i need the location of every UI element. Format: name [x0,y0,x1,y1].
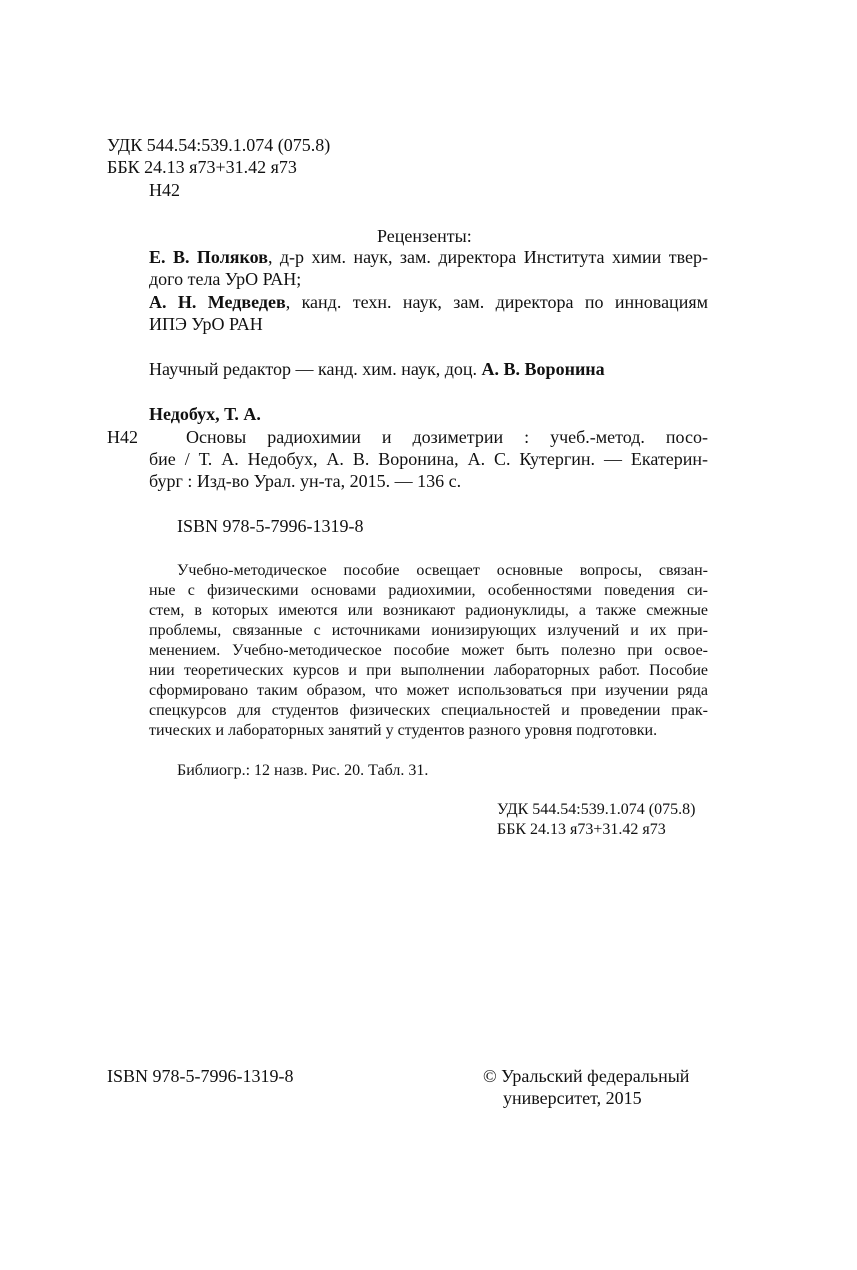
copyright-line-2: университет, 2015 [503,1088,642,1108]
bib-title-line-1: Основы радиохимии и дозиметрии : учеб.-метод. посо- [186,427,708,447]
reviewers-heading: Рецензенты: [377,226,472,246]
editor-name: А. В. Воронина [481,359,605,379]
reviewer-2-line-2: ИПЭ УрО РАН [149,314,263,334]
copyright-line-1: © Уральский федеральный [483,1066,690,1086]
abstract-line: стем, в которых имеются или возникают радионуклиды, а также смежные [149,602,708,619]
bottom-bbk-code: ББК 24.13 я73+31.42 я73 [497,821,666,838]
editor-prefix: Научный редактор — канд. хим. наук, доц. [149,359,482,379]
reviewer-1-name: Е. В. Поляков [149,247,268,267]
bib-author-heading: Недобух, Т. А. [149,404,261,424]
bib-title-line-3: бург : Изд-во Урал. ун-та, 2015. — 136 с. [149,471,462,491]
footer-isbn: ISBN 978-5-7996-1319-8 [107,1066,294,1086]
scientific-editor [149,358,605,380]
author-mark: Н42 [149,180,180,200]
reviewer-2-line-1 [149,291,708,313]
bottom-udk-code: УДК 544.54:539.1.074 (075.8) [497,801,696,818]
bib-mark: Н42 [107,427,138,447]
abstract-line: спецкурсов для студентов физических специальностей и проведении прак- [149,702,708,719]
abstract-line: менением. Учебно-методическое пособие может быть полезно при освое- [149,642,708,659]
bib-title-line-2: бие / Т. А. Недобух, А. В. Воронина, А. С. Кутергин. — Екатерин- [149,449,708,469]
abstract-line: проблемы, связанные с источниками ионизирующих излучений и их при- [149,622,708,639]
abstract [149,561,708,741]
abstract-line: нии теоретических курсов и при выполнении лабораторных работ. Пособие [149,662,708,679]
bbk-code: ББК 24.13 я73+31.42 я73 [107,157,297,177]
abstract-line: тических и лабораторных занятий у студентов разного уровня подготовки. [149,722,658,739]
abstract-line: Учебно-методическое пособие освещает основные вопросы, связан- [177,562,708,579]
reviewer-1-credentials: , д-р хим. наук, зам. директора Института химии твер- [267,247,708,267]
reviewer-1-line-2: дого тела УрО РАН; [149,269,302,289]
biblio-info: Библиогр.: 12 назв. Рис. 20. Табл. 31. [177,762,429,779]
abstract-line: сформировано таким образом, что может использоваться при изучении ряда [149,682,708,699]
bib-isbn: ISBN 978-5-7996-1319-8 [177,516,364,536]
reviewer-1-line-1 [149,246,708,268]
reviewer-2-credentials: , канд. техн. наук, зам. директора по инновациям [285,292,708,312]
reviewer-2-name: А. Н. Медведев [149,292,286,312]
udk-code: УДК 544.54:539.1.074 (075.8) [107,135,331,155]
abstract-line: ные с физическими основами радиохимии, особенностями поведения си- [149,582,708,599]
